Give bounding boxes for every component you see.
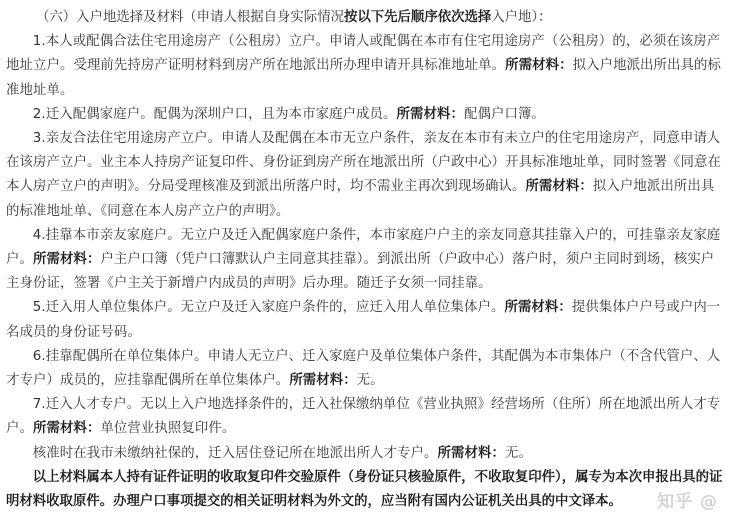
materials-value: 拟入户地派出所出具的标准地址单、《同意在本人房产立户的声明》。: [6, 179, 715, 219]
section-heading: [6, 6, 724, 30]
materials-value: 拟入户地派出所出具的标准地址单。: [6, 58, 722, 98]
materials-label: 所需材料：: [505, 58, 573, 74]
item-7-note: [6, 442, 724, 466]
item-2: [6, 103, 724, 127]
materials-value: 提供集体户户号或户内一名成员的身份证号码。: [6, 300, 721, 340]
item-text: 2.迁入配偶家庭户。配偶为深圳户口，且为本市家庭户成员。: [32, 106, 397, 122]
materials-label: 所需材料：: [32, 421, 101, 437]
materials-value: 配偶户口簿。: [463, 106, 545, 122]
item-text: 1.本人或配偶合法住宅用途房产（公租房）立户。申请人或配偶在本市有住宅用途房产（公租房）的，必须在该房产地址立户。受理前先持房产证明材料到房产所在地派出所办理申请开具标准地址单。: [6, 34, 721, 74]
heading-suffix: 入户地）：: [491, 10, 552, 25]
item-text: 7.迁入人才专户。无以上入户地选择条件的，迁入社保缴纳单位《营业执照》经营场所（住所）所在地派出所人才专户。: [6, 397, 721, 437]
materials-label: 所需材料：: [32, 252, 101, 268]
materials-value: 无。: [504, 445, 532, 461]
item-text: 5.迁入用人单位集体户。无立户及迁入家庭户条件的，应迁入用人单位集体户。: [32, 300, 505, 316]
item-text: 核准时在我市未缴纳社保的，迁入居住登记所在地派出所人才专户。: [32, 445, 438, 461]
item-7: [6, 393, 724, 441]
materials-value: 无。: [356, 373, 384, 389]
materials-label: 所需材料：: [525, 179, 593, 195]
item-5: [6, 296, 724, 344]
zhihu-watermark: 知乎 @: [657, 492, 718, 512]
heading-bold: 按以下先后顺序依次选择: [343, 10, 492, 25]
materials-label: 所需材料：: [289, 373, 357, 389]
item-1: [6, 30, 724, 103]
item-text: 4.挂靠本市亲友家庭户。无立户及迁入配偶家庭户条件，本市家庭户户主的亲友同意其挂靠入户的，可挂靠亲友家庭户。: [6, 227, 721, 268]
materials-value: 单位营业执照复印件。: [100, 421, 236, 437]
materials-value: 户主户口簿（凭户口簿默认户主同意其挂靠）。到派出所（户政中心）落户时，须户主同时到场，核实户主身份证，签署《户主关于新增户内成员的声明》后办理。随迁子女须一同挂靠。: [6, 252, 715, 292]
materials-label: 所需材料：: [437, 445, 505, 461]
final-note: 以上材料属本人持有证件证明的收取复印件交验原件（身份证只核验原件，不收取复印件），属专为本次申报出具的证明材料收取原件。办理户口事项提交的相关证明材料为外文的，应当附有国内公证机关出具的中文译本。: [6, 469, 723, 510]
materials-label: 所需材料：: [396, 106, 464, 122]
materials-label: 所需材料：: [504, 300, 572, 316]
item-4: [6, 224, 724, 297]
item-text: 3.亲友合法住宅用途房产立户。申请人及配偶在本市无立户条件，亲友在本市有未立户的住宅用途房产，同意申请人在该房产立户。业主本人持房产证复印件、身份证到房产所在地派出所（户政中心）开具标准地址单，同时签署《同意在本人房产立户的声明》。分局受理核准及到派出所落户时，均不需业主再次到现场确认。: [6, 131, 721, 195]
item-3: [6, 127, 724, 224]
item-6: [6, 345, 724, 393]
heading-prefix: （六）入户地选择及材料（申请人根据自身实际情况: [36, 10, 344, 25]
item-text: 6.挂靠配偶所在单位集体户。申请人无立户、迁入家庭户及单位集体户条件，其配偶为本市集体户（不含代管户、人才专户）成员的，应挂靠配偶所在单位集体户。: [6, 348, 721, 389]
